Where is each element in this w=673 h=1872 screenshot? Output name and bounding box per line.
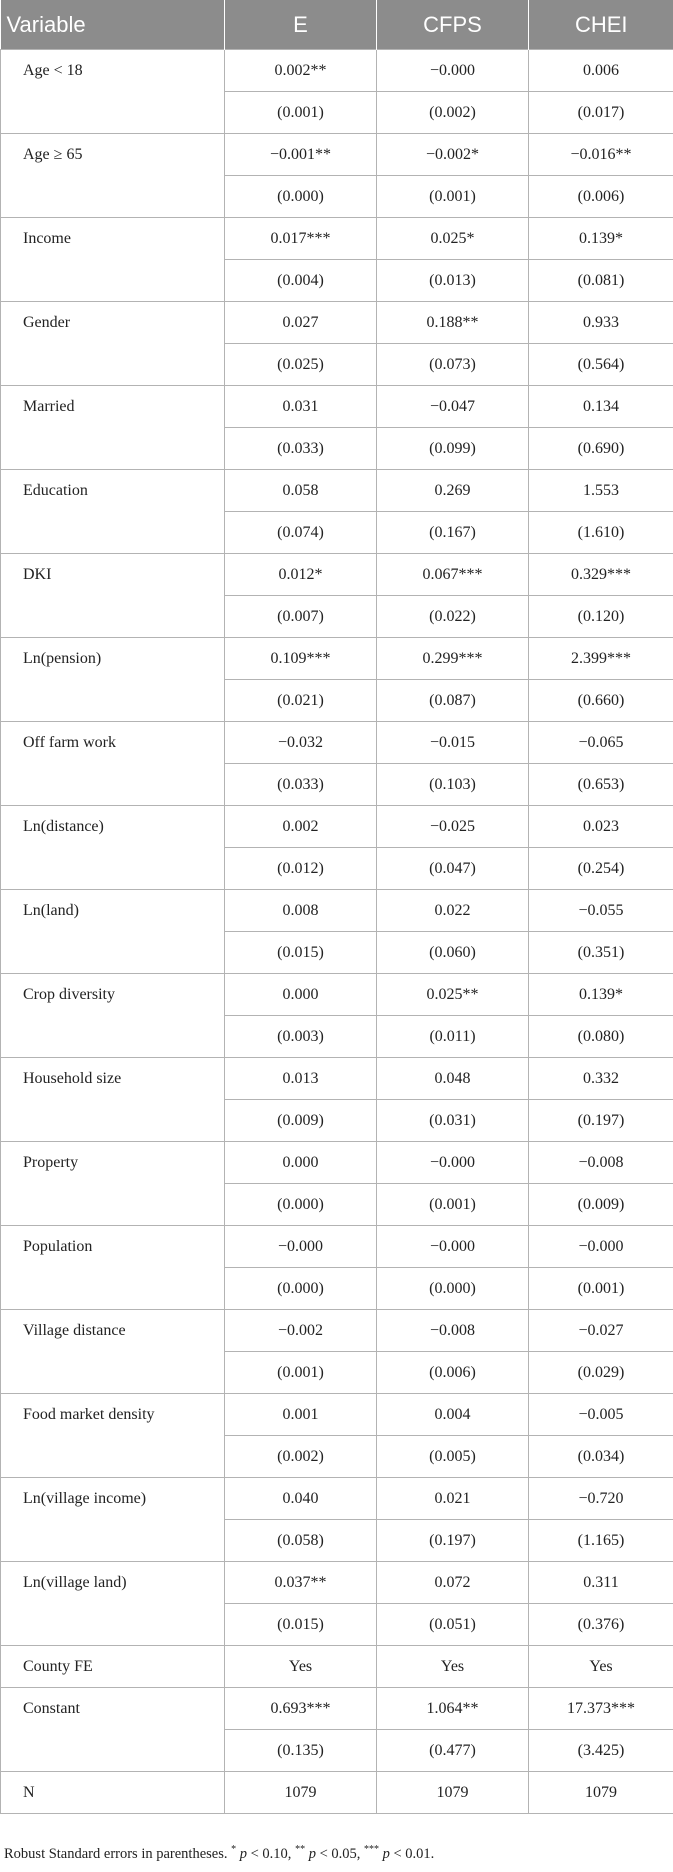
header-cfps: CFPS	[377, 0, 529, 50]
standard-error-cfps: (0.099)	[377, 428, 529, 470]
header-e: E	[225, 0, 377, 50]
standard-error-e: (0.000)	[225, 1268, 377, 1310]
table-row	[1, 1646, 673, 1688]
variable-name: N	[1, 1772, 225, 1814]
variable-name: DKI	[1, 554, 225, 638]
standard-error-cfps: (0.002)	[377, 92, 529, 134]
coefficient-chei: 0.006	[529, 50, 673, 92]
coefficient-cfps: 0.188**	[377, 302, 529, 344]
coefficient-e: 0.012*	[225, 554, 377, 596]
coefficient-cfps: 0.004	[377, 1394, 529, 1436]
coefficient-cfps: 0.048	[377, 1058, 529, 1100]
variable-name: Ln(distance)	[1, 806, 225, 890]
table-row	[1, 134, 673, 176]
footnote-text: < 0.01.	[389, 1845, 435, 1862]
standard-error-cfps: (0.005)	[377, 1436, 529, 1478]
standard-error-chei: (0.376)	[529, 1604, 673, 1646]
coefficient-chei: 0.139*	[529, 974, 673, 1016]
standard-error-cfps: (0.000)	[377, 1268, 529, 1310]
coefficient-cfps: 0.021	[377, 1478, 529, 1520]
coefficient-cfps: −0.025	[377, 806, 529, 848]
table-row	[1, 386, 673, 428]
coefficient-chei: 17.373***	[529, 1688, 673, 1730]
standard-error-e: (0.009)	[225, 1100, 377, 1142]
coefficient-cfps: 0.072	[377, 1562, 529, 1604]
coefficient-chei: −0.000	[529, 1226, 673, 1268]
coefficient-e: 0.040	[225, 1478, 377, 1520]
variable-name: Ln(village income)	[1, 1478, 225, 1562]
coefficient-chei: −0.016**	[529, 134, 673, 176]
table-body	[1, 50, 673, 1814]
coefficient-e: 0.002**	[225, 50, 377, 92]
standard-error-chei: (0.351)	[529, 932, 673, 974]
standard-error-chei: (0.690)	[529, 428, 673, 470]
coefficient-e: 0.002	[225, 806, 377, 848]
standard-error-cfps: (0.073)	[377, 344, 529, 386]
coefficient-cfps: 0.025*	[377, 218, 529, 260]
standard-error-chei: (0.080)	[529, 1016, 673, 1058]
standard-error-chei: (0.081)	[529, 260, 673, 302]
table-row	[1, 1310, 673, 1352]
coefficient-cfps: −0.000	[377, 50, 529, 92]
coefficient-e: 0.017***	[225, 218, 377, 260]
standard-error-chei: (0.660)	[529, 680, 673, 722]
standard-error-e: (0.001)	[225, 1352, 377, 1394]
standard-error-cfps: (0.011)	[377, 1016, 529, 1058]
footnote-var: p	[382, 1845, 390, 1862]
coefficient-cfps: 0.067***	[377, 554, 529, 596]
standard-error-e: (0.003)	[225, 1016, 377, 1058]
coefficient-cfps: −0.047	[377, 386, 529, 428]
standard-error-e: (0.074)	[225, 512, 377, 554]
variable-name: Constant	[1, 1688, 225, 1772]
standard-error-chei: (1.610)	[529, 512, 673, 554]
footnote-var: p	[239, 1845, 247, 1862]
coefficient-cfps: 1.064**	[377, 1688, 529, 1730]
coefficient-e: 0.058	[225, 470, 377, 512]
variable-name: Ln(land)	[1, 890, 225, 974]
variable-name: Ln(pension)	[1, 638, 225, 722]
coefficient-cfps: −0.000	[377, 1226, 529, 1268]
variable-name: County FE	[1, 1646, 225, 1688]
coefficient-chei: 0.134	[529, 386, 673, 428]
standard-error-cfps: (0.031)	[377, 1100, 529, 1142]
variable-name: Population	[1, 1226, 225, 1310]
standard-error-e: (0.001)	[225, 92, 377, 134]
standard-error-e: (0.015)	[225, 1604, 377, 1646]
variable-name: Married	[1, 386, 225, 470]
variable-name: Age ≥ 65	[1, 134, 225, 218]
coefficient-chei: 1.553	[529, 470, 673, 512]
coefficient-cfps: 1079	[377, 1772, 529, 1814]
standard-error-chei: (0.120)	[529, 596, 673, 638]
standard-error-cfps: (0.001)	[377, 176, 529, 218]
table-row	[1, 1478, 673, 1520]
coefficient-chei: −0.005	[529, 1394, 673, 1436]
coefficient-cfps: 0.269	[377, 470, 529, 512]
footnote-mark: *	[231, 1844, 237, 1855]
variable-name: Crop diversity	[1, 974, 225, 1058]
coefficient-e: Yes	[225, 1646, 377, 1688]
coefficient-chei: Yes	[529, 1646, 673, 1688]
variable-name: Off farm work	[1, 722, 225, 806]
coefficient-e: 0.013	[225, 1058, 377, 1100]
standard-error-chei: (0.034)	[529, 1436, 673, 1478]
standard-error-e: (0.004)	[225, 260, 377, 302]
table-row	[1, 974, 673, 1016]
coefficient-e: 0.031	[225, 386, 377, 428]
coefficient-cfps: −0.008	[377, 1310, 529, 1352]
coefficient-e: 0.008	[225, 890, 377, 932]
table-row	[1, 1058, 673, 1100]
table-row	[1, 1688, 673, 1730]
header-variable: Variable	[1, 0, 225, 50]
variable-name: Property	[1, 1142, 225, 1226]
table-row	[1, 218, 673, 260]
coefficient-cfps: Yes	[377, 1646, 529, 1688]
coefficient-e: 0.693***	[225, 1688, 377, 1730]
standard-error-e: (0.135)	[225, 1730, 377, 1772]
standard-error-chei: (0.017)	[529, 92, 673, 134]
coefficient-e: 0.000	[225, 974, 377, 1016]
coefficient-e: −0.032	[225, 722, 377, 764]
table-row	[1, 50, 673, 92]
standard-error-cfps: (0.022)	[377, 596, 529, 638]
variable-name: Household size	[1, 1058, 225, 1142]
coefficient-chei: −0.065	[529, 722, 673, 764]
table-row	[1, 554, 673, 596]
coefficient-e: 0.109***	[225, 638, 377, 680]
coefficient-e: 0.001	[225, 1394, 377, 1436]
footnote-mark: ***	[364, 1844, 379, 1855]
variable-name: Food market density	[1, 1394, 225, 1478]
variable-name: Village distance	[1, 1310, 225, 1394]
standard-error-chei: (0.009)	[529, 1184, 673, 1226]
table-row	[1, 1226, 673, 1268]
coefficient-chei: −0.720	[529, 1478, 673, 1520]
coefficient-chei: 0.023	[529, 806, 673, 848]
coefficient-e: −0.000	[225, 1226, 377, 1268]
coefficient-cfps: −0.000	[377, 1142, 529, 1184]
standard-error-e: (0.033)	[225, 428, 377, 470]
table-row	[1, 722, 673, 764]
variable-name: Income	[1, 218, 225, 302]
coefficient-e: 0.000	[225, 1142, 377, 1184]
variable-name: Ln(village land)	[1, 1562, 225, 1646]
coefficient-chei: −0.008	[529, 1142, 673, 1184]
standard-error-cfps: (0.167)	[377, 512, 529, 554]
variable-name: Age < 18	[1, 50, 225, 134]
standard-error-e: (0.025)	[225, 344, 377, 386]
coefficient-chei: 0.329***	[529, 554, 673, 596]
standard-error-chei: (3.425)	[529, 1730, 673, 1772]
header-row	[1, 0, 673, 50]
variable-name: Gender	[1, 302, 225, 386]
footnote-lead: Robust Standard errors in parentheses.	[4, 1845, 232, 1862]
coefficient-chei: 0.933	[529, 302, 673, 344]
coefficient-cfps: 0.299***	[377, 638, 529, 680]
standard-error-cfps: (0.001)	[377, 1184, 529, 1226]
footnote-var: p	[308, 1845, 316, 1862]
header-chei: CHEI	[529, 0, 673, 50]
coefficient-e: −0.001**	[225, 134, 377, 176]
table-footnote	[4, 1844, 434, 1863]
standard-error-chei: (0.006)	[529, 176, 673, 218]
standard-error-chei: (0.564)	[529, 344, 673, 386]
table-row	[1, 638, 673, 680]
variable-name: Education	[1, 470, 225, 554]
coefficient-cfps: −0.015	[377, 722, 529, 764]
standard-error-chei: (0.254)	[529, 848, 673, 890]
coefficient-e: 0.037**	[225, 1562, 377, 1604]
standard-error-e: (0.033)	[225, 764, 377, 806]
table-row	[1, 470, 673, 512]
standard-error-e: (0.002)	[225, 1436, 377, 1478]
standard-error-cfps: (0.477)	[377, 1730, 529, 1772]
standard-error-chei: (0.653)	[529, 764, 673, 806]
coefficient-chei: 0.332	[529, 1058, 673, 1100]
standard-error-e: (0.015)	[225, 932, 377, 974]
standard-error-chei: (0.029)	[529, 1352, 673, 1394]
coefficient-chei: 1079	[529, 1772, 673, 1814]
standard-error-e: (0.007)	[225, 596, 377, 638]
table-row	[1, 1772, 673, 1814]
standard-error-cfps: (0.197)	[377, 1520, 529, 1562]
standard-error-cfps: (0.013)	[377, 260, 529, 302]
standard-error-cfps: (0.060)	[377, 932, 529, 974]
coefficient-cfps: −0.002*	[377, 134, 529, 176]
standard-error-cfps: (0.047)	[377, 848, 529, 890]
coefficient-chei: 0.311	[529, 1562, 673, 1604]
standard-error-e: (0.000)	[225, 176, 377, 218]
table-row	[1, 890, 673, 932]
coefficient-cfps: 0.022	[377, 890, 529, 932]
coefficient-chei: −0.027	[529, 1310, 673, 1352]
standard-error-cfps: (0.087)	[377, 680, 529, 722]
table-row	[1, 1394, 673, 1436]
table-row	[1, 302, 673, 344]
standard-error-chei: (0.197)	[529, 1100, 673, 1142]
standard-error-chei: (0.001)	[529, 1268, 673, 1310]
footnote-mark: **	[295, 1844, 306, 1855]
coefficient-chei: 2.399***	[529, 638, 673, 680]
coefficient-e: −0.002	[225, 1310, 377, 1352]
standard-error-cfps: (0.103)	[377, 764, 529, 806]
coefficient-chei: 0.139*	[529, 218, 673, 260]
table-row	[1, 1142, 673, 1184]
table-row	[1, 806, 673, 848]
standard-error-chei: (1.165)	[529, 1520, 673, 1562]
standard-error-e: (0.012)	[225, 848, 377, 890]
standard-error-e: (0.058)	[225, 1520, 377, 1562]
standard-error-cfps: (0.006)	[377, 1352, 529, 1394]
footnote-text: < 0.10,	[247, 1845, 296, 1862]
coefficient-chei: −0.055	[529, 890, 673, 932]
standard-error-cfps: (0.051)	[377, 1604, 529, 1646]
coefficient-cfps: 0.025**	[377, 974, 529, 1016]
coefficient-e: 0.027	[225, 302, 377, 344]
standard-error-e: (0.000)	[225, 1184, 377, 1226]
standard-error-e: (0.021)	[225, 680, 377, 722]
coefficient-e: 1079	[225, 1772, 377, 1814]
table-row	[1, 1562, 673, 1604]
footnote-text: < 0.05,	[315, 1845, 364, 1862]
